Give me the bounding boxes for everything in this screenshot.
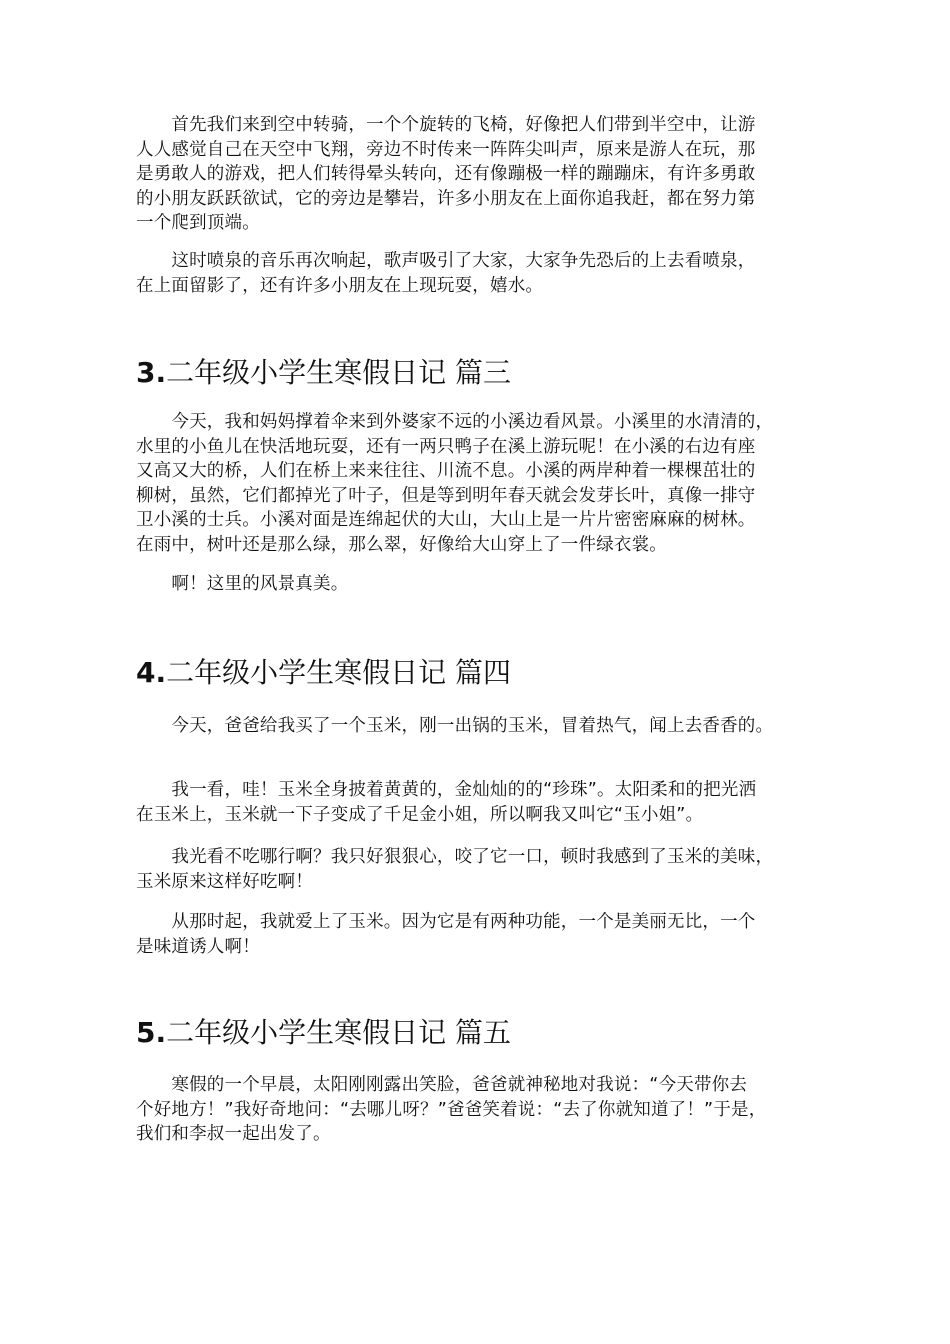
text-line: 在玉米上，玉米就一下子变成了千足金小姐，所以啊我又叫它“玉小姐”。 [136, 804, 704, 825]
text-line: 人人感觉自己在天空中飞翔，旁边不时传来一阵阵尖叫声，原来是游人在玩，那 [136, 139, 756, 160]
text-line: 个好地方！”我好奇地问：“去哪儿呀？”爸爸笑着说：“去了你就知道了！”于是， [136, 1099, 767, 1120]
paragraph [136, 572, 826, 597]
text-line: 柳树，虽然，它们都掉光了叶子，但是等到明年春天就会发芽长叶，真像一排守 [136, 485, 756, 506]
paragraph [136, 249, 826, 298]
text-line: 在上面留影了，还有许多小朋友在上现玩耍，嬉水。 [136, 275, 544, 296]
section-title: 二年级小学生寒假日记 篇四 [166, 656, 512, 689]
section-heading [136, 356, 511, 390]
paragraph [136, 1073, 826, 1147]
text-line: 是勇敢人的游戏，把人们转得晕头转向，还有像蹦极一样的蹦蹦床，有许多勇敢 [136, 164, 756, 184]
text-line: 卫小溪的士兵。小溪对面是连绵起伏的大山，大山上是一片片密密麻麻的树林。 [136, 510, 756, 530]
text-line: 在雨中，树叶还是那么绿，那么翠，好像给大山穿上了一件绿衣裳。 [136, 534, 667, 555]
text-line: 我们和李叔一起出发了。 [136, 1124, 331, 1144]
text-line: 首先我们来到空中转骑，一个个旋转的飞椅，好像把人们带到半空中，让游 [136, 115, 756, 135]
text-line: 是味道诱人啊！ [136, 936, 260, 957]
section-number: 4. [136, 656, 167, 689]
section-heading [136, 656, 511, 690]
section-number: 5. [136, 1016, 167, 1049]
text-line: 啊！这里的风景真美。 [136, 574, 349, 594]
text-line: 玉米原来这样好吃啊！ [136, 871, 313, 892]
text-line: 从那时起，我就爱上了玉米。因为它是有两种功能，一个是美丽无比，一个 [136, 912, 756, 932]
text-line: 一个爬到顶端。 [136, 213, 260, 233]
section-title: 二年级小学生寒假日记 篇五 [166, 1016, 512, 1049]
paragraph [136, 778, 826, 827]
paragraph [136, 910, 826, 959]
text-line: 今天，我和妈妈撑着伞来到外婆家不远的小溪边看风景。小溪里的水清清的， [136, 412, 774, 432]
text-line: 寒假的一个早晨，太阳刚刚露出笑脸，爸爸就神秘地对我说：“今天带你去 [136, 1075, 748, 1095]
text-line: 的小朋友跃跃欲试，它的旁边是攀岩，许多小朋友在上面你追我赶，都在努力第 [136, 188, 756, 209]
paragraph [136, 410, 826, 557]
text-line: 我一看，哇！玉米全身披着黄黄的，金灿灿的的“珍珠”。太阳柔和的把光洒 [136, 780, 757, 800]
text-line: 我光看不吃哪行啊？我只好狠狠心，咬了它一口，顿时我感到了玉米的美味， [136, 847, 774, 867]
text-line: 水里的小鱼儿在快活地玩耍，还有一两只鸭子在溪上游玩呢！在小溪的右边有座 [136, 436, 756, 457]
paragraph [136, 714, 826, 739]
text-line: 又高又大的桥，人们在桥上来来往往、川流不息。小溪的两岸种着一棵棵茁壮的 [136, 461, 756, 481]
paragraph [136, 845, 826, 894]
section-heading [136, 1016, 511, 1050]
section-title: 二年级小学生寒假日记 篇三 [166, 356, 512, 389]
text-line: 这时喷泉的音乐再次响起，歌声吸引了大家，大家争先恐后的上去看喷泉， [136, 251, 756, 271]
section-number: 3. [136, 356, 167, 389]
paragraph [136, 113, 826, 236]
text-line: 今天，爸爸给我买了一个玉米，刚一出锅的玉米，冒着热气，闻上去香香的。 [136, 716, 774, 736]
